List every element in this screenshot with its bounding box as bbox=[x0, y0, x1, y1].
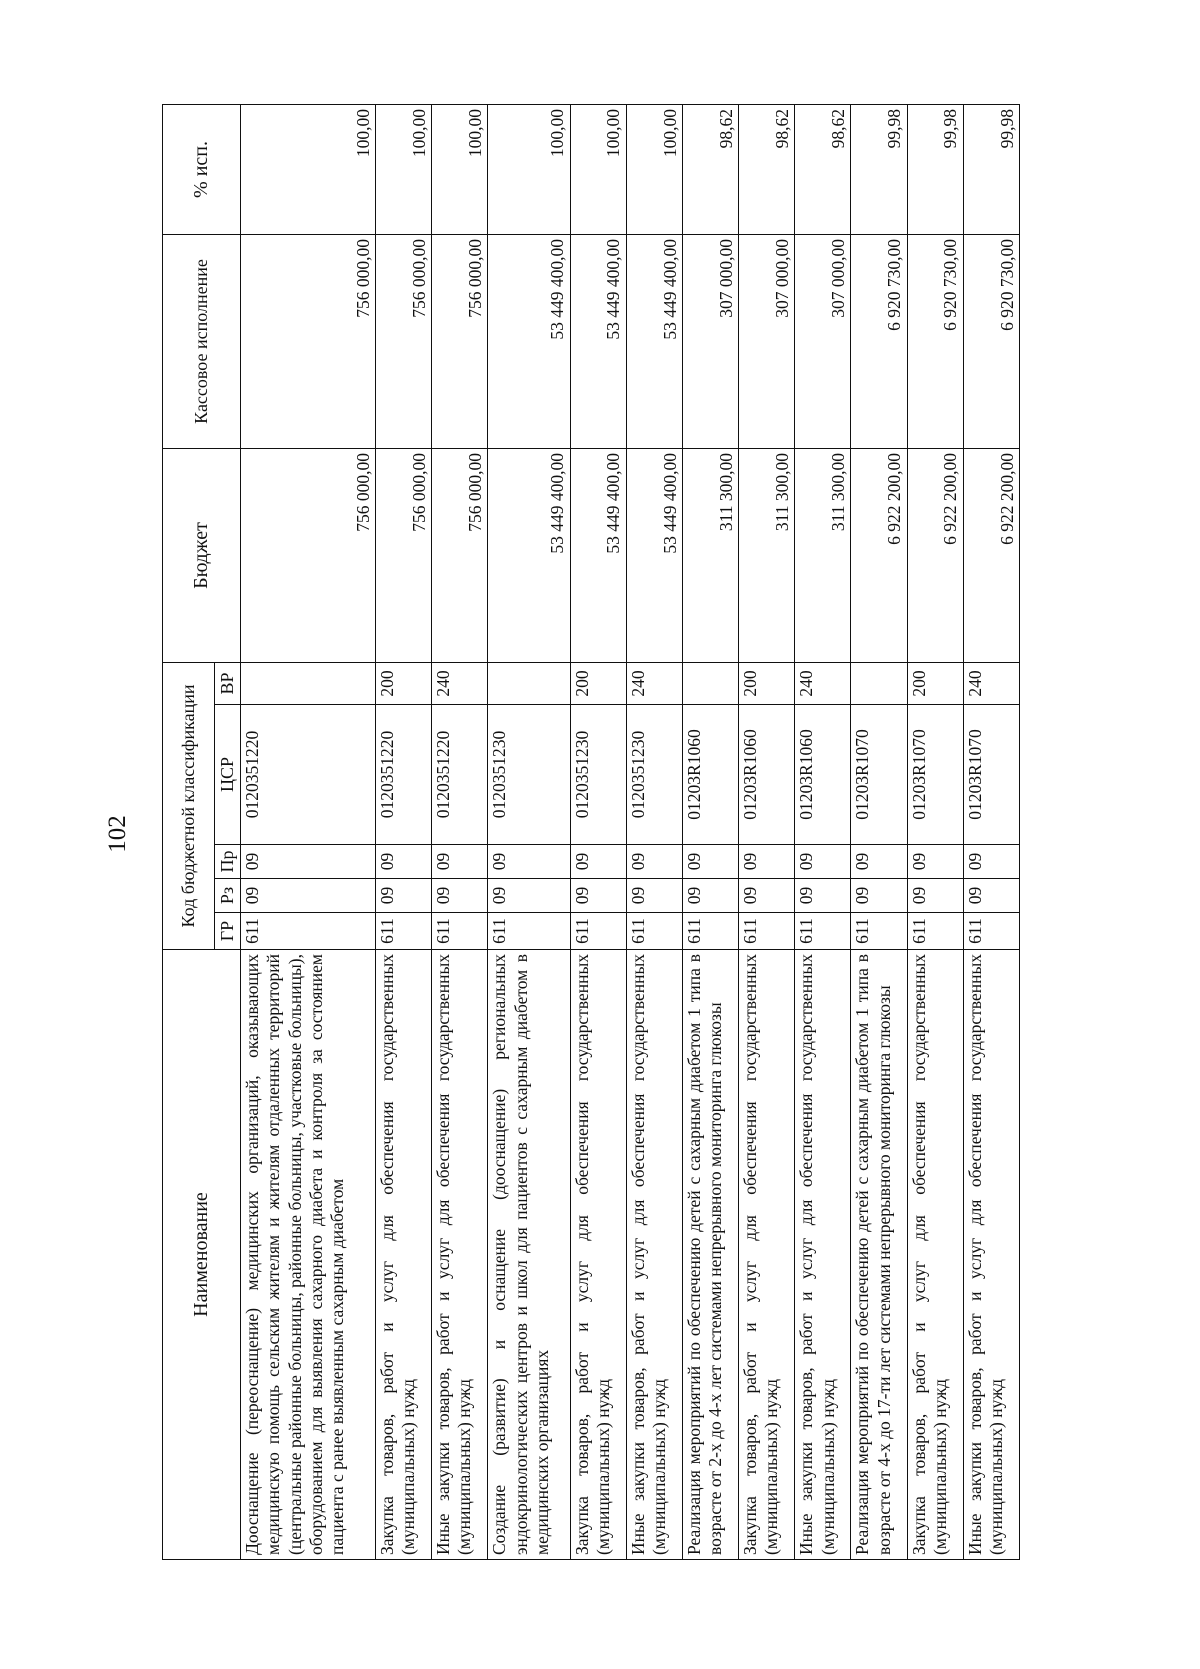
cell-cash: 53 449 400,00 bbox=[626, 234, 682, 448]
cell-pr: 09 bbox=[795, 845, 851, 879]
cell-pct: 100,00 bbox=[432, 104, 488, 234]
cell-vr: 240 bbox=[963, 662, 1019, 704]
cell-rz: 09 bbox=[375, 879, 431, 913]
cell-rz: 09 bbox=[682, 879, 738, 913]
cell-pct: 98,62 bbox=[795, 104, 851, 234]
cell-rz: 09 bbox=[907, 879, 963, 913]
cell-csr: 01203R1060 bbox=[739, 705, 795, 845]
cell-gr: 611 bbox=[375, 913, 431, 950]
cell-vr bbox=[488, 662, 570, 704]
cell-budget: 756 000,00 bbox=[375, 448, 431, 662]
cell-name: Создание (развитие) и оснащение (дооснащение) региональных эндокринологических центров и школ для пациентов с сахарным диабетом в медицинских организациях bbox=[488, 950, 570, 1560]
cell-pct: 98,62 bbox=[739, 104, 795, 234]
cell-csr: 0120351230 bbox=[488, 705, 570, 845]
cell-pct: 100,00 bbox=[488, 104, 570, 234]
cell-budget: 6 922 200,00 bbox=[963, 448, 1019, 662]
cell-budget: 53 449 400,00 bbox=[626, 448, 682, 662]
cell-budget: 53 449 400,00 bbox=[488, 448, 570, 662]
cell-name: Закупка товаров, работ и услуг для обеспечения государственных (муниципальных) нужд bbox=[907, 950, 963, 1560]
cell-cash: 756 000,00 bbox=[241, 234, 376, 448]
cell-pct: 100,00 bbox=[626, 104, 682, 234]
cell-pr: 09 bbox=[432, 845, 488, 879]
cell-vr: 200 bbox=[570, 662, 626, 704]
cell-budget: 311 300,00 bbox=[795, 448, 851, 662]
cell-name: Иные закупки товаров, работ и услуг для обеспечения государственных (муниципальных) нужд bbox=[963, 950, 1019, 1560]
cell-rz: 09 bbox=[739, 879, 795, 913]
cell-csr: 0120351230 bbox=[626, 705, 682, 845]
table-row bbox=[963, 104, 1019, 1559]
cell-cash: 307 000,00 bbox=[795, 234, 851, 448]
cell-csr: 0120351230 bbox=[570, 705, 626, 845]
header-gr: ГР bbox=[215, 913, 241, 950]
cell-rz: 09 bbox=[626, 879, 682, 913]
cell-rz: 09 bbox=[963, 879, 1019, 913]
table-row bbox=[851, 104, 907, 1559]
header-budget: Бюджет bbox=[163, 448, 241, 662]
cell-pct: 100,00 bbox=[570, 104, 626, 234]
table-row bbox=[570, 104, 626, 1559]
cell-vr: 200 bbox=[907, 662, 963, 704]
cell-cash: 756 000,00 bbox=[432, 234, 488, 448]
budget-execution-table bbox=[162, 104, 1020, 1560]
cell-gr: 611 bbox=[739, 913, 795, 950]
cell-name: Закупка товаров, работ и услуг для обеспечения государственных (муниципальных) нужд bbox=[375, 950, 431, 1560]
cell-name: Иные закупки товаров, работ и услуг для обеспечения государственных (муниципальных) нужд bbox=[795, 950, 851, 1560]
table-body bbox=[241, 104, 1020, 1559]
cell-gr: 611 bbox=[963, 913, 1019, 950]
cell-pct: 100,00 bbox=[241, 104, 376, 234]
header-csr: ЦСР bbox=[215, 705, 241, 845]
cell-vr: 200 bbox=[739, 662, 795, 704]
table-row bbox=[375, 104, 431, 1559]
header-pr: Пр bbox=[215, 845, 241, 879]
table-row bbox=[432, 104, 488, 1559]
cell-rz: 09 bbox=[570, 879, 626, 913]
header-name: Наименование bbox=[163, 950, 241, 1560]
cell-pr: 09 bbox=[488, 845, 570, 879]
table-row bbox=[907, 104, 963, 1559]
cell-gr: 611 bbox=[432, 913, 488, 950]
cell-csr: 01203R1070 bbox=[907, 705, 963, 845]
cell-cash: 307 000,00 bbox=[682, 234, 738, 448]
table-row bbox=[795, 104, 851, 1559]
cell-csr: 01203R1060 bbox=[682, 705, 738, 845]
cell-pct: 99,98 bbox=[907, 104, 963, 234]
cell-budget: 311 300,00 bbox=[682, 448, 738, 662]
cell-budget: 756 000,00 bbox=[241, 448, 376, 662]
cell-rz: 09 bbox=[795, 879, 851, 913]
cell-vr bbox=[851, 662, 907, 704]
cell-vr bbox=[682, 662, 738, 704]
cell-gr: 611 bbox=[626, 913, 682, 950]
cell-name: Закупка товаров, работ и услуг для обеспечения государственных (муниципальных) нужд bbox=[739, 950, 795, 1560]
cell-cash: 53 449 400,00 bbox=[570, 234, 626, 448]
cell-name: Иные закупки товаров, работ и услуг для обеспечения государственных (муниципальных) нужд bbox=[626, 950, 682, 1560]
cell-gr: 611 bbox=[682, 913, 738, 950]
cell-cash: 756 000,00 bbox=[375, 234, 431, 448]
rotated-page-content bbox=[162, 105, 1020, 1560]
cell-gr: 611 bbox=[570, 913, 626, 950]
cell-pr: 09 bbox=[851, 845, 907, 879]
cell-rz: 09 bbox=[488, 879, 570, 913]
table-row bbox=[739, 104, 795, 1559]
cell-vr bbox=[241, 662, 376, 704]
cell-cash: 6 920 730,00 bbox=[851, 234, 907, 448]
cell-cash: 6 920 730,00 bbox=[907, 234, 963, 448]
cell-csr: 0120351220 bbox=[241, 705, 376, 845]
table-header bbox=[163, 104, 241, 1559]
cell-pr: 09 bbox=[570, 845, 626, 879]
cell-budget: 311 300,00 bbox=[739, 448, 795, 662]
cell-cash: 53 449 400,00 bbox=[488, 234, 570, 448]
cell-rz: 09 bbox=[241, 879, 376, 913]
cell-budget: 6 922 200,00 bbox=[907, 448, 963, 662]
cell-vr: 240 bbox=[626, 662, 682, 704]
table-row bbox=[626, 104, 682, 1559]
cell-vr: 240 bbox=[432, 662, 488, 704]
cell-csr: 0120351220 bbox=[432, 705, 488, 845]
cell-gr: 611 bbox=[241, 913, 376, 950]
cell-pr: 09 bbox=[626, 845, 682, 879]
cell-csr: 01203R1070 bbox=[963, 705, 1019, 845]
cell-rz: 09 bbox=[851, 879, 907, 913]
header-vr: ВР bbox=[215, 662, 241, 704]
cell-csr: 01203R1060 bbox=[795, 705, 851, 845]
cell-pr: 09 bbox=[375, 845, 431, 879]
cell-name: Реализация мероприятий по обеспечению детей с сахарным диабетом 1 типа в возрасте от 4-х до 17-ти лет системами непрерывного мониторинга глюкозы bbox=[851, 950, 907, 1560]
cell-gr: 611 bbox=[907, 913, 963, 950]
cell-budget: 6 922 200,00 bbox=[851, 448, 907, 662]
cell-cash: 6 920 730,00 bbox=[963, 234, 1019, 448]
cell-name: Закупка товаров, работ и услуг для обеспечения государственных (муниципальных) нужд bbox=[570, 950, 626, 1560]
header-code-group: Код бюджетной классификации bbox=[163, 662, 215, 949]
page-number: 102 bbox=[104, 815, 131, 853]
cell-name: Дооснащение (переоснащение) медицинских организаций, оказывающих медицинскую помощь сельским жителям и жителям отдаленных территорий (центральные районные больницы, районные больницы, участковые больницы), оборудованием для выявления сахарного диабета и контроля за состоянием пациента с ранее выявленным сахарным диабетом bbox=[241, 950, 376, 1560]
header-cash: Кассовое исполнение bbox=[163, 234, 241, 448]
cell-vr: 200 bbox=[375, 662, 431, 704]
cell-pr: 09 bbox=[739, 845, 795, 879]
cell-gr: 611 bbox=[851, 913, 907, 950]
cell-pct: 99,98 bbox=[851, 104, 907, 234]
table-row bbox=[488, 104, 570, 1559]
cell-pr: 09 bbox=[682, 845, 738, 879]
cell-rz: 09 bbox=[432, 879, 488, 913]
cell-pct: 98,62 bbox=[682, 104, 738, 234]
table-row bbox=[241, 104, 376, 1559]
cell-budget: 53 449 400,00 bbox=[570, 448, 626, 662]
cell-gr: 611 bbox=[795, 913, 851, 950]
header-pct: % исп. bbox=[163, 104, 241, 234]
cell-vr: 240 bbox=[795, 662, 851, 704]
cell-pr: 09 bbox=[963, 845, 1019, 879]
cell-cash: 307 000,00 bbox=[739, 234, 795, 448]
cell-pr: 09 bbox=[241, 845, 376, 879]
cell-pct: 99,98 bbox=[963, 104, 1019, 234]
cell-budget: 756 000,00 bbox=[432, 448, 488, 662]
cell-csr: 01203R1070 bbox=[851, 705, 907, 845]
cell-gr: 611 bbox=[488, 913, 570, 950]
table-row bbox=[682, 104, 738, 1559]
header-rz: Рз bbox=[215, 879, 241, 913]
cell-pr: 09 bbox=[907, 845, 963, 879]
cell-name: Иные закупки товаров, работ и услуг для обеспечения государственных (муниципальных) нужд bbox=[432, 950, 488, 1560]
cell-pct: 100,00 bbox=[375, 104, 431, 234]
cell-name: Реализация мероприятий по обеспечению детей с сахарным диабетом 1 типа в возрасте от 2-х до 4-х лет системами непрерывного мониторинга глюкозы bbox=[682, 950, 738, 1560]
cell-csr: 0120351220 bbox=[375, 705, 431, 845]
